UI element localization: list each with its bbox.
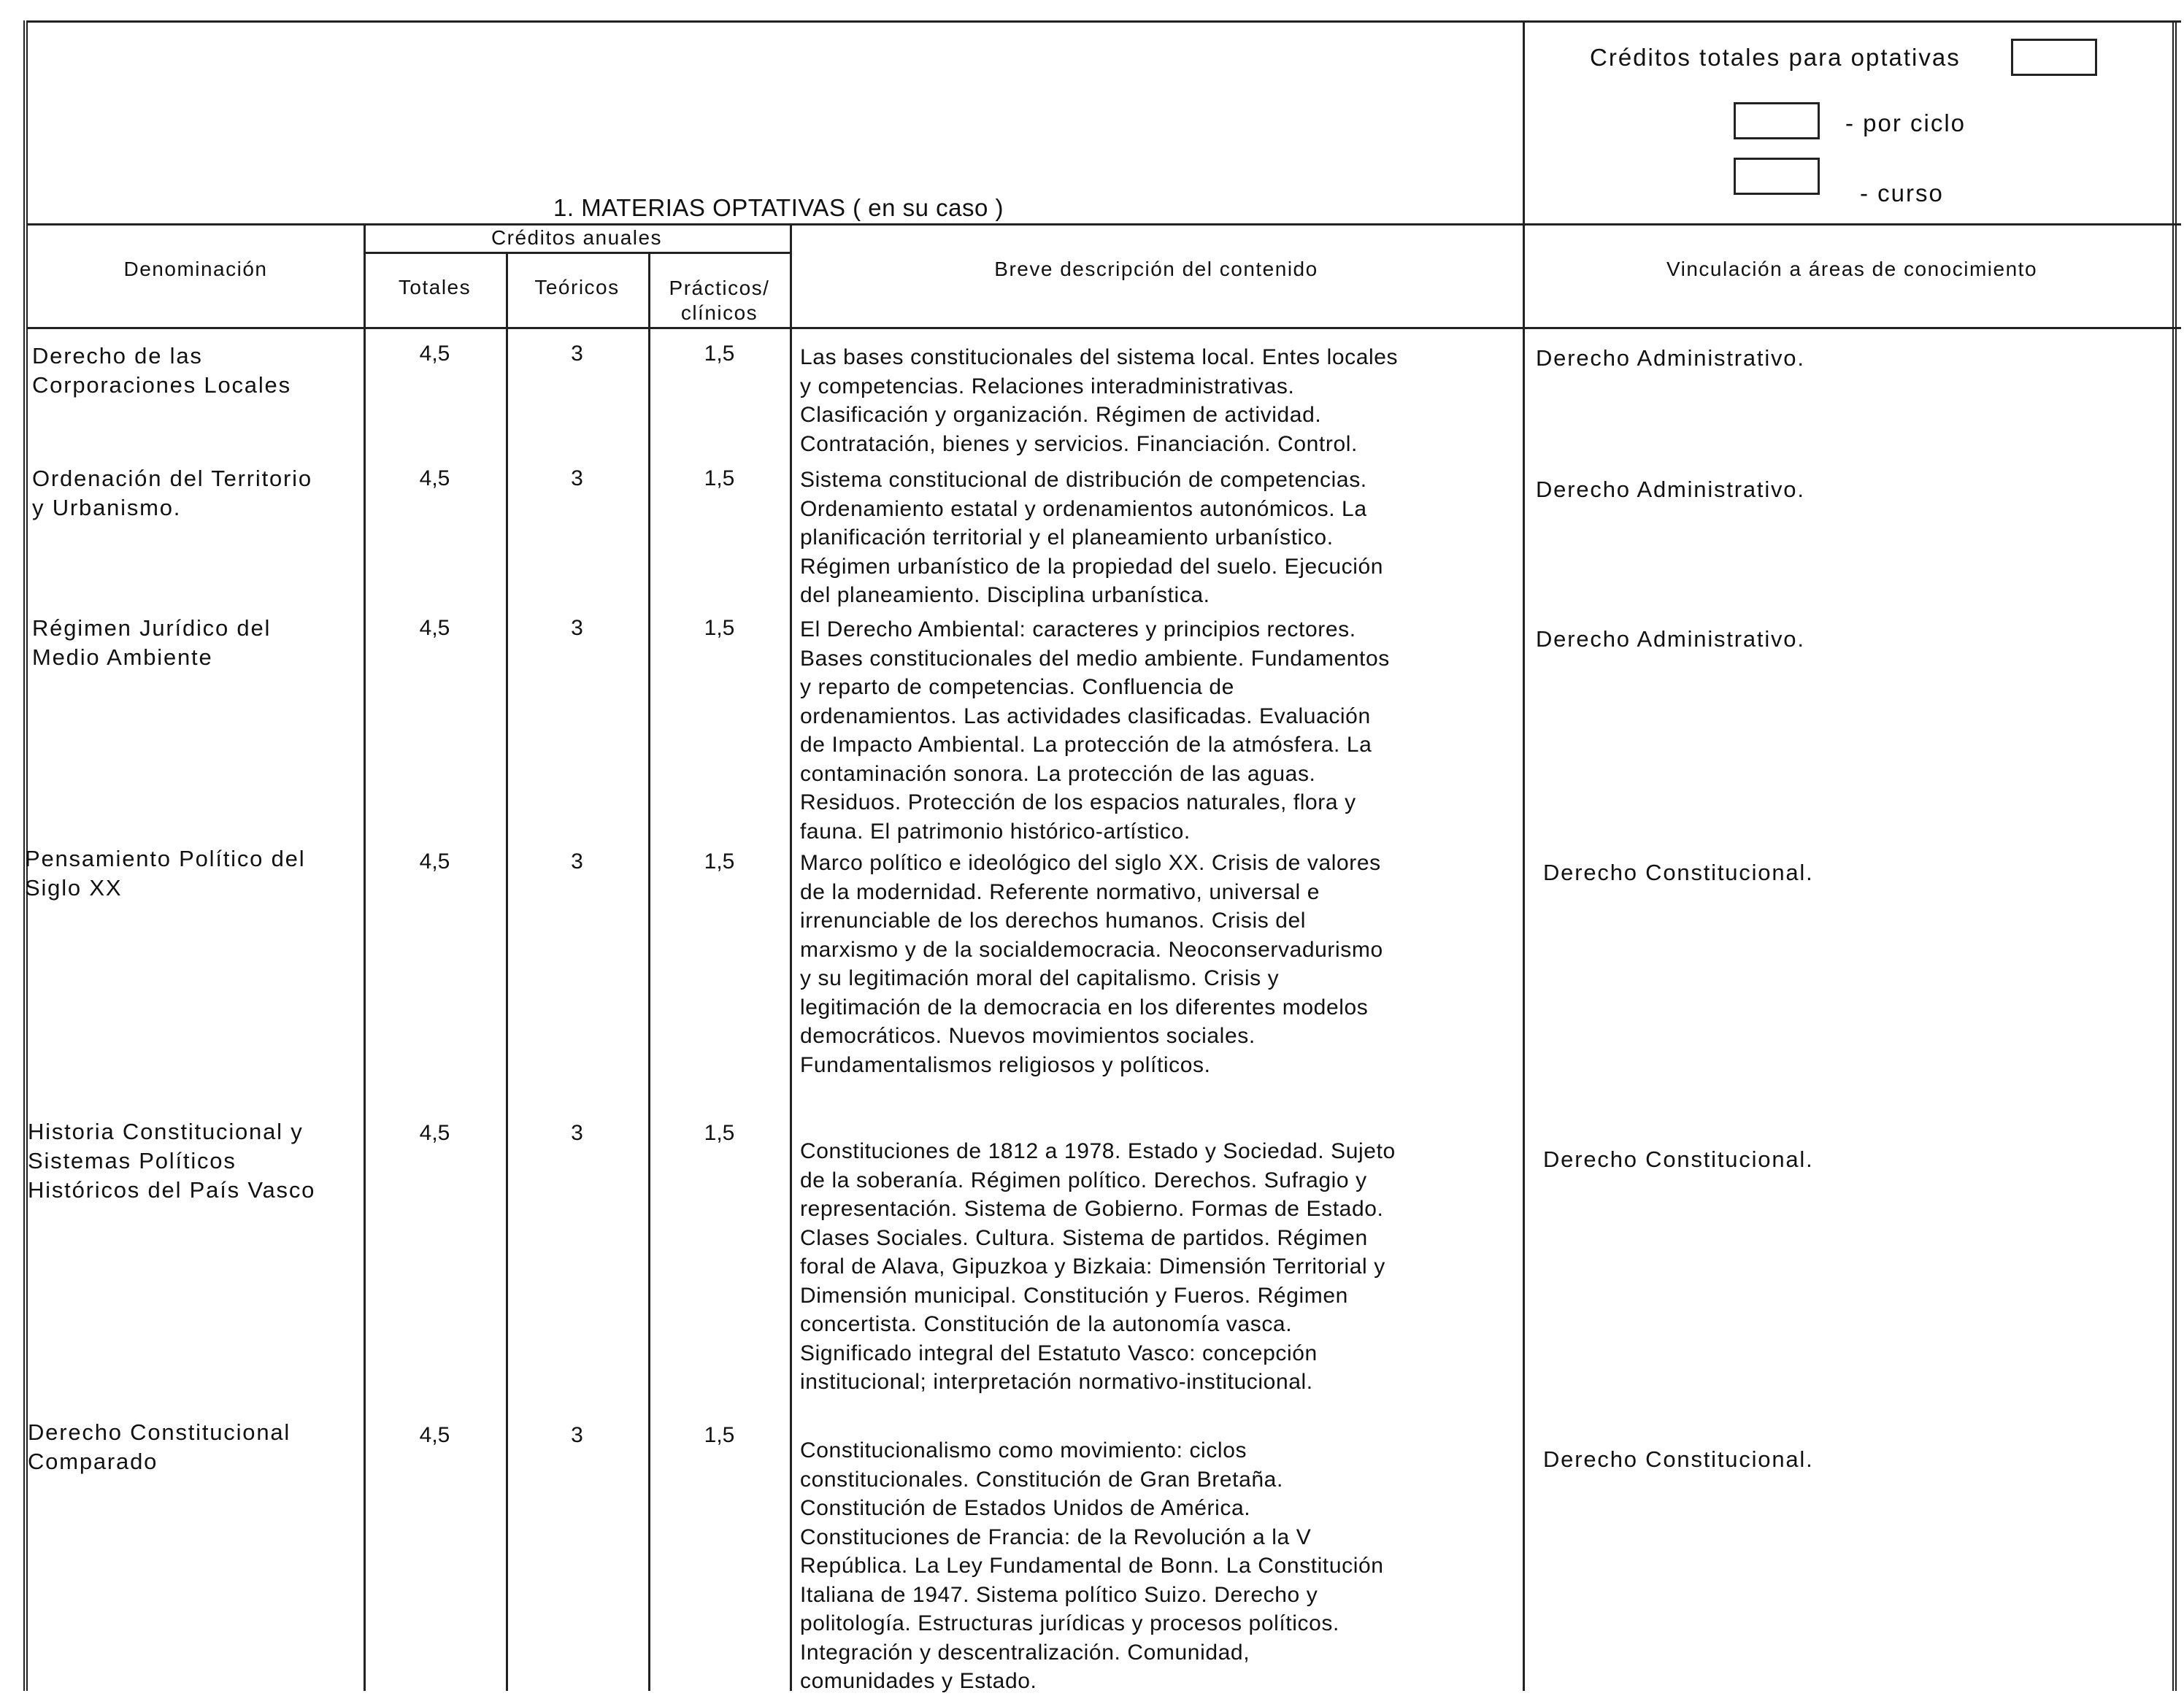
por-ciclo-label: - por ciclo — [1845, 109, 1966, 136]
row-5-teoricos: 3 — [571, 1423, 583, 1447]
curso-label: - curso — [1860, 180, 1944, 207]
row-0-descripcion: Las bases constitucionales del sistema local. Entes locales y competencias. Relaciones interadministrativas. Clasificación y organización. Régimen de actividad. Contratación, bienes y servicios. Financiación. Control. — [800, 345, 1399, 456]
row-3-descripcion: Marco político e ideológico del siglo XX. Crisis de valores de la modernidad. Referente normativo, universal e irrenunciable de los derechos humanos. Crisis del marxismo y de la socialdemocracia. Neoconservadurismo y su legitimación moral del capitalismo. Crisis y legitimación de la democracia en los diferentes modelos democráticos. Nuevos movimientos sociales. Fundamentalismos religiosos y políticos. — [800, 851, 1383, 1077]
totales-column-line — [364, 223, 366, 1691]
row-1-name-line: y Urbanismo. — [32, 495, 182, 520]
row-1-name — [32, 464, 312, 523]
col-practicos — [648, 276, 791, 325]
row-2-descripcion: El Derecho Ambiental: caracteres y principios rectores. Bases constitucionales del medio ambiente. Fundamentos y reparto de competencias. Confluencia de ordenamientos. Las actividades clasificadas. Evaluación de Impacto Ambiental. La protección de la atmósfera. La contaminación sonora. La protección de las aguas. Residuos. Protección de los espacios naturales, flora y fauna. El patrimonio histórico-artístico. — [800, 617, 1390, 844]
row-5-name-line: Derecho Constitucional — [28, 1419, 291, 1445]
row-3-area: Derecho Constitucional. — [1543, 860, 1814, 885]
row-0-name — [32, 342, 291, 400]
row-4-name-line: Historia Constitucional y — [28, 1119, 304, 1144]
row-5-descripcion: Constitucionalismo como movimiento: ciclos constitucionales. Constitución de Gran Bretaña. Constitución de Estados Unidos de América. Constituciones de Francia: de la Revolución a la V República. La Ley Fundamental de Bonn. La Constitución Italiana de 1947. Sistema político Suizo. Derecho y politología. Estructuras jurídicas y procesos políticos. Integración y descentralización. Comunidad, comunidades y Estado. — [800, 1438, 1384, 1693]
row-0-name-line: Corporaciones Locales — [32, 372, 291, 398]
col-denominacion: Denominación — [123, 258, 268, 280]
row-0-name-line: Derecho de las — [32, 343, 203, 369]
row-3-teoricos: 3 — [571, 849, 583, 874]
header-divider — [28, 223, 2181, 226]
row-0-area: Derecho Administrativo. — [1536, 345, 1805, 371]
row-0-totales: 4,5 — [419, 342, 450, 366]
col-creditos-anuales: Créditos anuales — [491, 226, 663, 249]
por-ciclo-box[interactable] — [1734, 102, 1820, 139]
row-4-name-line: Sistemas Políticos — [28, 1148, 237, 1173]
descripcion-column-line — [790, 223, 792, 1691]
col-vinculacion: Vinculación a áreas de conocimiento — [1666, 258, 2038, 280]
row-5-name — [28, 1418, 291, 1476]
row-5-area: Derecho Constitucional. — [1543, 1446, 1814, 1472]
row-2-name-line: Régimen Jurídico del — [32, 615, 272, 641]
row-3-name — [25, 844, 305, 903]
row-2-teoricos: 3 — [571, 616, 583, 640]
creditos-totales-label: Créditos totales para optativas — [1590, 44, 1961, 71]
row-4-practicos: 1,5 — [704, 1121, 735, 1145]
col-practicos-line1: Prácticos/ — [669, 277, 770, 299]
row-3-name-line: Pensamiento Político del — [25, 846, 306, 871]
row-1-practicos: 1,5 — [704, 466, 735, 490]
row-2-totales: 4,5 — [419, 616, 450, 640]
document-page — [23, 20, 2177, 1691]
row-5-name-line: Comparado — [28, 1449, 158, 1474]
row-2-practicos: 1,5 — [704, 616, 735, 640]
row-2-name — [32, 614, 271, 672]
creditos-totales-box[interactable] — [2011, 39, 2097, 76]
row-3-totales: 4,5 — [419, 849, 450, 874]
row-5-totales: 4,5 — [419, 1423, 450, 1447]
row-5-practicos: 1,5 — [704, 1423, 735, 1447]
col-practicos-line2: clínicos — [680, 301, 758, 324]
row-4-teoricos: 3 — [571, 1121, 583, 1145]
column-header-divider — [28, 327, 2181, 329]
row-4-descripcion: Constituciones de 1812 a 1978. Estado y Sociedad. Sujeto de la soberanía. Régimen político. Derechos. Sufragio y representación. Sistema de Gobierno. Formas de Estado. Clases Sociales. Cultura. Sistema de partidos. Régimen foral de Alava, Gipuzkoa y Bizkaia: Dimensión Territorial y Dimensión municipal. Constitución y Fueros. Régimen concertista. Constitución de la autonomía vasca. Significado integral del Estatuto Vasco: concepción institucional; interpretación normativo-institucional. — [800, 1139, 1396, 1394]
row-0-teoricos: 3 — [571, 342, 583, 366]
curso-box[interactable] — [1734, 158, 1820, 195]
row-1-name-line: Ordenación del Territorio — [32, 466, 312, 491]
col-descripcion: Breve descripción del contenido — [994, 258, 1318, 280]
col-teoricos: Teóricos — [534, 276, 620, 298]
row-2-name-line: Medio Ambiente — [32, 644, 213, 670]
row-4-area: Derecho Constitucional. — [1543, 1146, 1814, 1172]
row-3-name-line: Siglo XX — [25, 875, 123, 901]
creditos-anuales-divider — [364, 252, 790, 254]
row-2-area: Derecho Administrativo. — [1536, 626, 1805, 652]
row-4-totales: 4,5 — [419, 1121, 450, 1145]
row-4-name — [28, 1117, 315, 1205]
row-3-practicos: 1,5 — [704, 849, 735, 874]
row-1-area: Derecho Administrativo. — [1536, 477, 1805, 502]
col-totales: Totales — [398, 276, 472, 298]
row-0-practicos: 1,5 — [704, 342, 735, 366]
top-border — [28, 20, 2181, 23]
row-1-teoricos: 3 — [571, 466, 583, 490]
section-title: 1. MATERIAS OPTATIVAS ( en su caso ) — [553, 194, 1004, 221]
row-4-name-line: Históricos del País Vasco — [28, 1177, 316, 1203]
row-1-descripcion: Sistema constitucional de distribución de competencias. Ordenamiento estatal y ordenamientos autonómicos. La planificación territorial y el planeamiento urbanístico. Régimen urbanístico de la propiedad del suelo. Ejecución del planeamiento. Disciplina urbanística. — [800, 468, 1384, 607]
row-1-totales: 4,5 — [419, 466, 450, 490]
